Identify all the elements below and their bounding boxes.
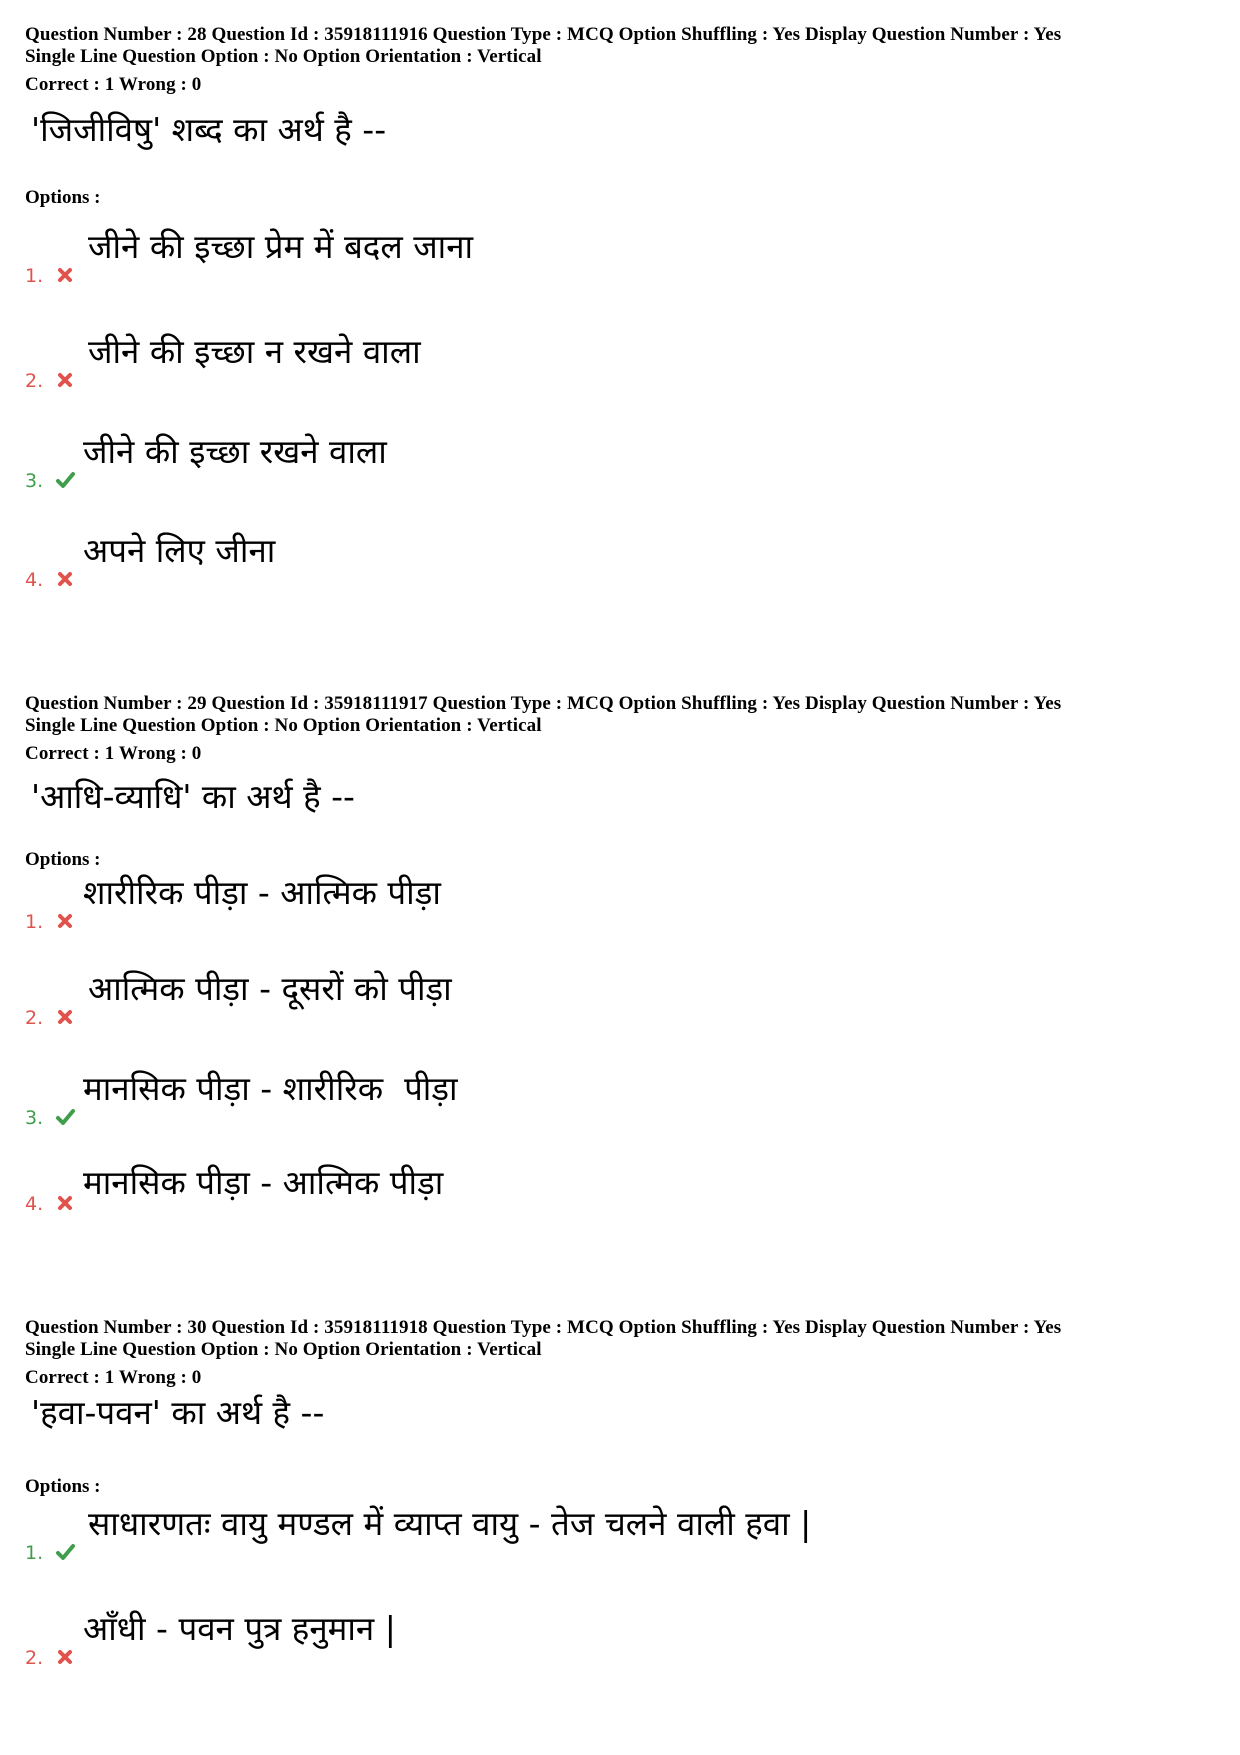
option-text: जीने की इच्छा न रखने वाला: [88, 332, 421, 371]
option-number: 1.: [25, 911, 44, 933]
option-1: [25, 227, 1205, 287]
option-4: [25, 531, 1205, 591]
score-line: Correct : 1 Wrong : 0: [25, 1367, 202, 1388]
option-1: [25, 1504, 1205, 1564]
question-meta: [25, 24, 1225, 96]
option-4: [25, 1155, 1205, 1215]
question-text: 'आधि-व्याधि' का अर्थ है --: [31, 777, 355, 816]
option-number: 4.: [25, 569, 44, 591]
option-number: 1.: [25, 265, 44, 287]
cross-icon: [55, 1647, 75, 1667]
cross-icon: [55, 265, 75, 285]
cross-icon: [55, 1007, 75, 1027]
option-2: [25, 969, 1205, 1029]
option-text: जीने की इच्छा रखने वाला: [83, 432, 387, 471]
option-number: 2.: [25, 1007, 44, 1029]
option-number: 2.: [25, 370, 44, 392]
options-label: Options :: [25, 1476, 101, 1497]
check-icon: [55, 1542, 75, 1562]
option-text: मानसिक पीड़ा - आत्मिक पीड़ा: [83, 1163, 444, 1202]
option-text: जीने की इच्छा प्रेम में बदल जाना: [88, 227, 474, 266]
meta-line-1: Question Number : 28 Question Id : 35918111916 Question Type : MCQ Option Shuffling : Yes Display Question Number : Yes: [25, 24, 1062, 45]
question-text: 'हवा-पवन' का अर्थ है --: [31, 1393, 325, 1432]
meta-line-2: Single Line Question Option : No Option Orientation : Vertical: [25, 1339, 542, 1360]
option-number: 3.: [25, 470, 44, 492]
cross-icon: [55, 911, 75, 931]
question-meta: [25, 693, 1225, 765]
cross-icon: [55, 1193, 75, 1213]
option-number: 2.: [25, 1647, 44, 1669]
option-2: [25, 1609, 1205, 1669]
cross-icon: [55, 370, 75, 390]
option-number: 4.: [25, 1193, 44, 1215]
meta-line-1: Question Number : 29 Question Id : 35918111917 Question Type : MCQ Option Shuffling : Yes Display Question Number : Yes: [25, 693, 1062, 714]
options-label: Options :: [25, 849, 101, 870]
option-2: [25, 332, 1205, 392]
score-line: Correct : 1 Wrong : 0: [25, 743, 202, 764]
check-icon: [55, 1107, 75, 1127]
question-28: [25, 24, 1225, 591]
question-meta: [25, 1317, 1225, 1389]
question-30: [25, 1317, 1225, 1669]
option-text: मानसिक पीड़ा - शारीरिक पीड़ा: [83, 1069, 458, 1108]
option-text: आत्मिक पीड़ा - दूसरों को पीड़ा: [88, 969, 452, 1008]
option-text: आँधी - पवन पुत्र हनुमान |: [83, 1609, 396, 1648]
option-3: [25, 432, 1205, 492]
meta-line-2: Single Line Question Option : No Option Orientation : Vertical: [25, 715, 542, 736]
option-number: 3.: [25, 1107, 44, 1129]
option-1: [25, 873, 1205, 933]
meta-line-1: Question Number : 30 Question Id : 35918111918 Question Type : MCQ Option Shuffling : Yes Display Question Number : Yes: [25, 1317, 1062, 1338]
question-text: 'जिजीविषु' शब्द का अर्थ है --: [31, 110, 387, 149]
option-number: 1.: [25, 1542, 44, 1564]
score-line: Correct : 1 Wrong : 0: [25, 74, 202, 95]
cross-icon: [55, 569, 75, 589]
option-text: अपने लिए जीना: [83, 531, 276, 570]
option-text: साधारणतः वायु मण्डल में व्याप्त वायु - तेज चलने वाली हवा |: [88, 1504, 812, 1543]
meta-line-2: Single Line Question Option : No Option Orientation : Vertical: [25, 46, 542, 67]
option-3: [25, 1069, 1205, 1129]
check-icon: [55, 470, 75, 490]
question-29: [25, 693, 1225, 1215]
option-text: शारीरिक पीड़ा - आत्मिक पीड़ा: [83, 873, 441, 912]
options-label: Options :: [25, 187, 101, 208]
